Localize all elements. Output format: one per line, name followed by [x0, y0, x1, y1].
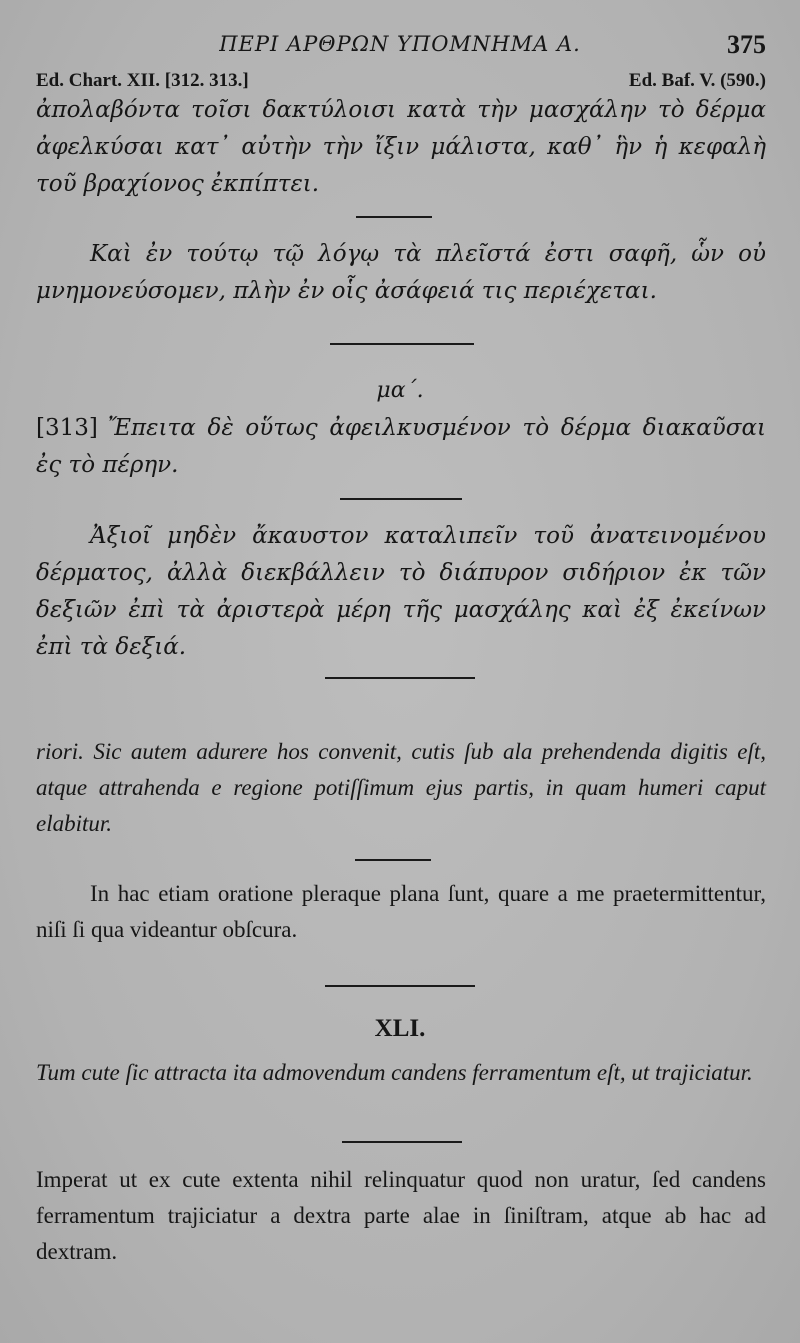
latin-paragraph-2: In hac etiam oratione pleraque plana ſunt, quare a me praetermittentur, niſi ſi qua videantur obſcura. — [36, 881, 766, 942]
latin-section-number: XLI. — [374, 1015, 426, 1042]
page-reference: [313] — [36, 415, 98, 441]
page-number: 375 — [727, 30, 766, 59]
section-divider — [330, 343, 474, 345]
section-divider — [342, 1141, 462, 1143]
edition-reference-right: Ed. Baf. V. (590.) — [628, 70, 766, 91]
section-divider — [355, 859, 431, 861]
greek-section-number: μα΄. — [376, 378, 424, 403]
section-divider — [340, 498, 462, 500]
section-divider — [325, 985, 475, 987]
latin-paragraph-3: Tum cute ſic attracta ita admovendum candens ferramentum eſt, ut trajiciatur. — [36, 1060, 753, 1085]
greek-paragraph-3 — [36, 410, 766, 484]
running-title: ΠΕΡΙ ΑΡΘΡΩΝ ΥΠΟΜΝΗΜΑ Α. — [219, 32, 581, 56]
latin-paragraph-1: riori. Sic autem adurere hos convenit, cutis ſub ala prehendenda digitis eſt, atque attrahenda e regione potiſſimum ejus partis, in quam humeri caput elabitur. — [36, 739, 766, 836]
latin-paragraph-4: Imperat ut ex cute extenta nihil relinquatur quod non uratur, ſed candens ferramentum trajiciatur a dextra parte alae in ſiniſtram, atque ab hac ad dextram. — [36, 1167, 766, 1264]
greek-paragraph-3-text: Ἔπειτα δὲ οὕτως ἀφειλκυσμένον τὸ δέρμα διακαῦσαι ἐς τὸ πέρην. — [36, 415, 766, 478]
section-divider — [325, 677, 475, 679]
section-divider — [356, 216, 432, 218]
greek-paragraph-1: ἀπολαβόντα τοῖσι δακτύλοισι κατὰ τὴν μασχάλην τὸ δέρμα ἀφελκύσαι κατ᾽ αὐτὴν τὴν ἴξιν μάλιστα, καθ᾽ ἣν ἡ κεφαλὴ τοῦ βραχίονος ἐκπίπτει. — [36, 97, 766, 197]
greek-paragraph-4: Ἀξιοῖ μηδὲν ἄκαυστον καταλιπεῖν τοῦ ἀνατεινομένου δέρματος, ἀλλὰ διεκβάλλειν τὸ διάπυρον σιδήριον ἐκ τῶν δεξιῶν ἐπὶ τὰ ἀριστερὰ μέρη τῆς μασχάλης καὶ ἐξ ἐκείνων ἐπὶ τὰ δεξιά. — [36, 523, 766, 660]
greek-paragraph-2: Καὶ ἐν τούτῳ τῷ λόγῳ τὰ πλεῖστά ἐστι σαφῆ, ὧν οὐ μνημονεύσομεν, πλὴν ἐν οἷς ἀσάφειά τις περιέχεται. — [36, 241, 766, 304]
edition-reference-left: Ed. Chart. XII. [312. 313.] — [36, 70, 249, 91]
